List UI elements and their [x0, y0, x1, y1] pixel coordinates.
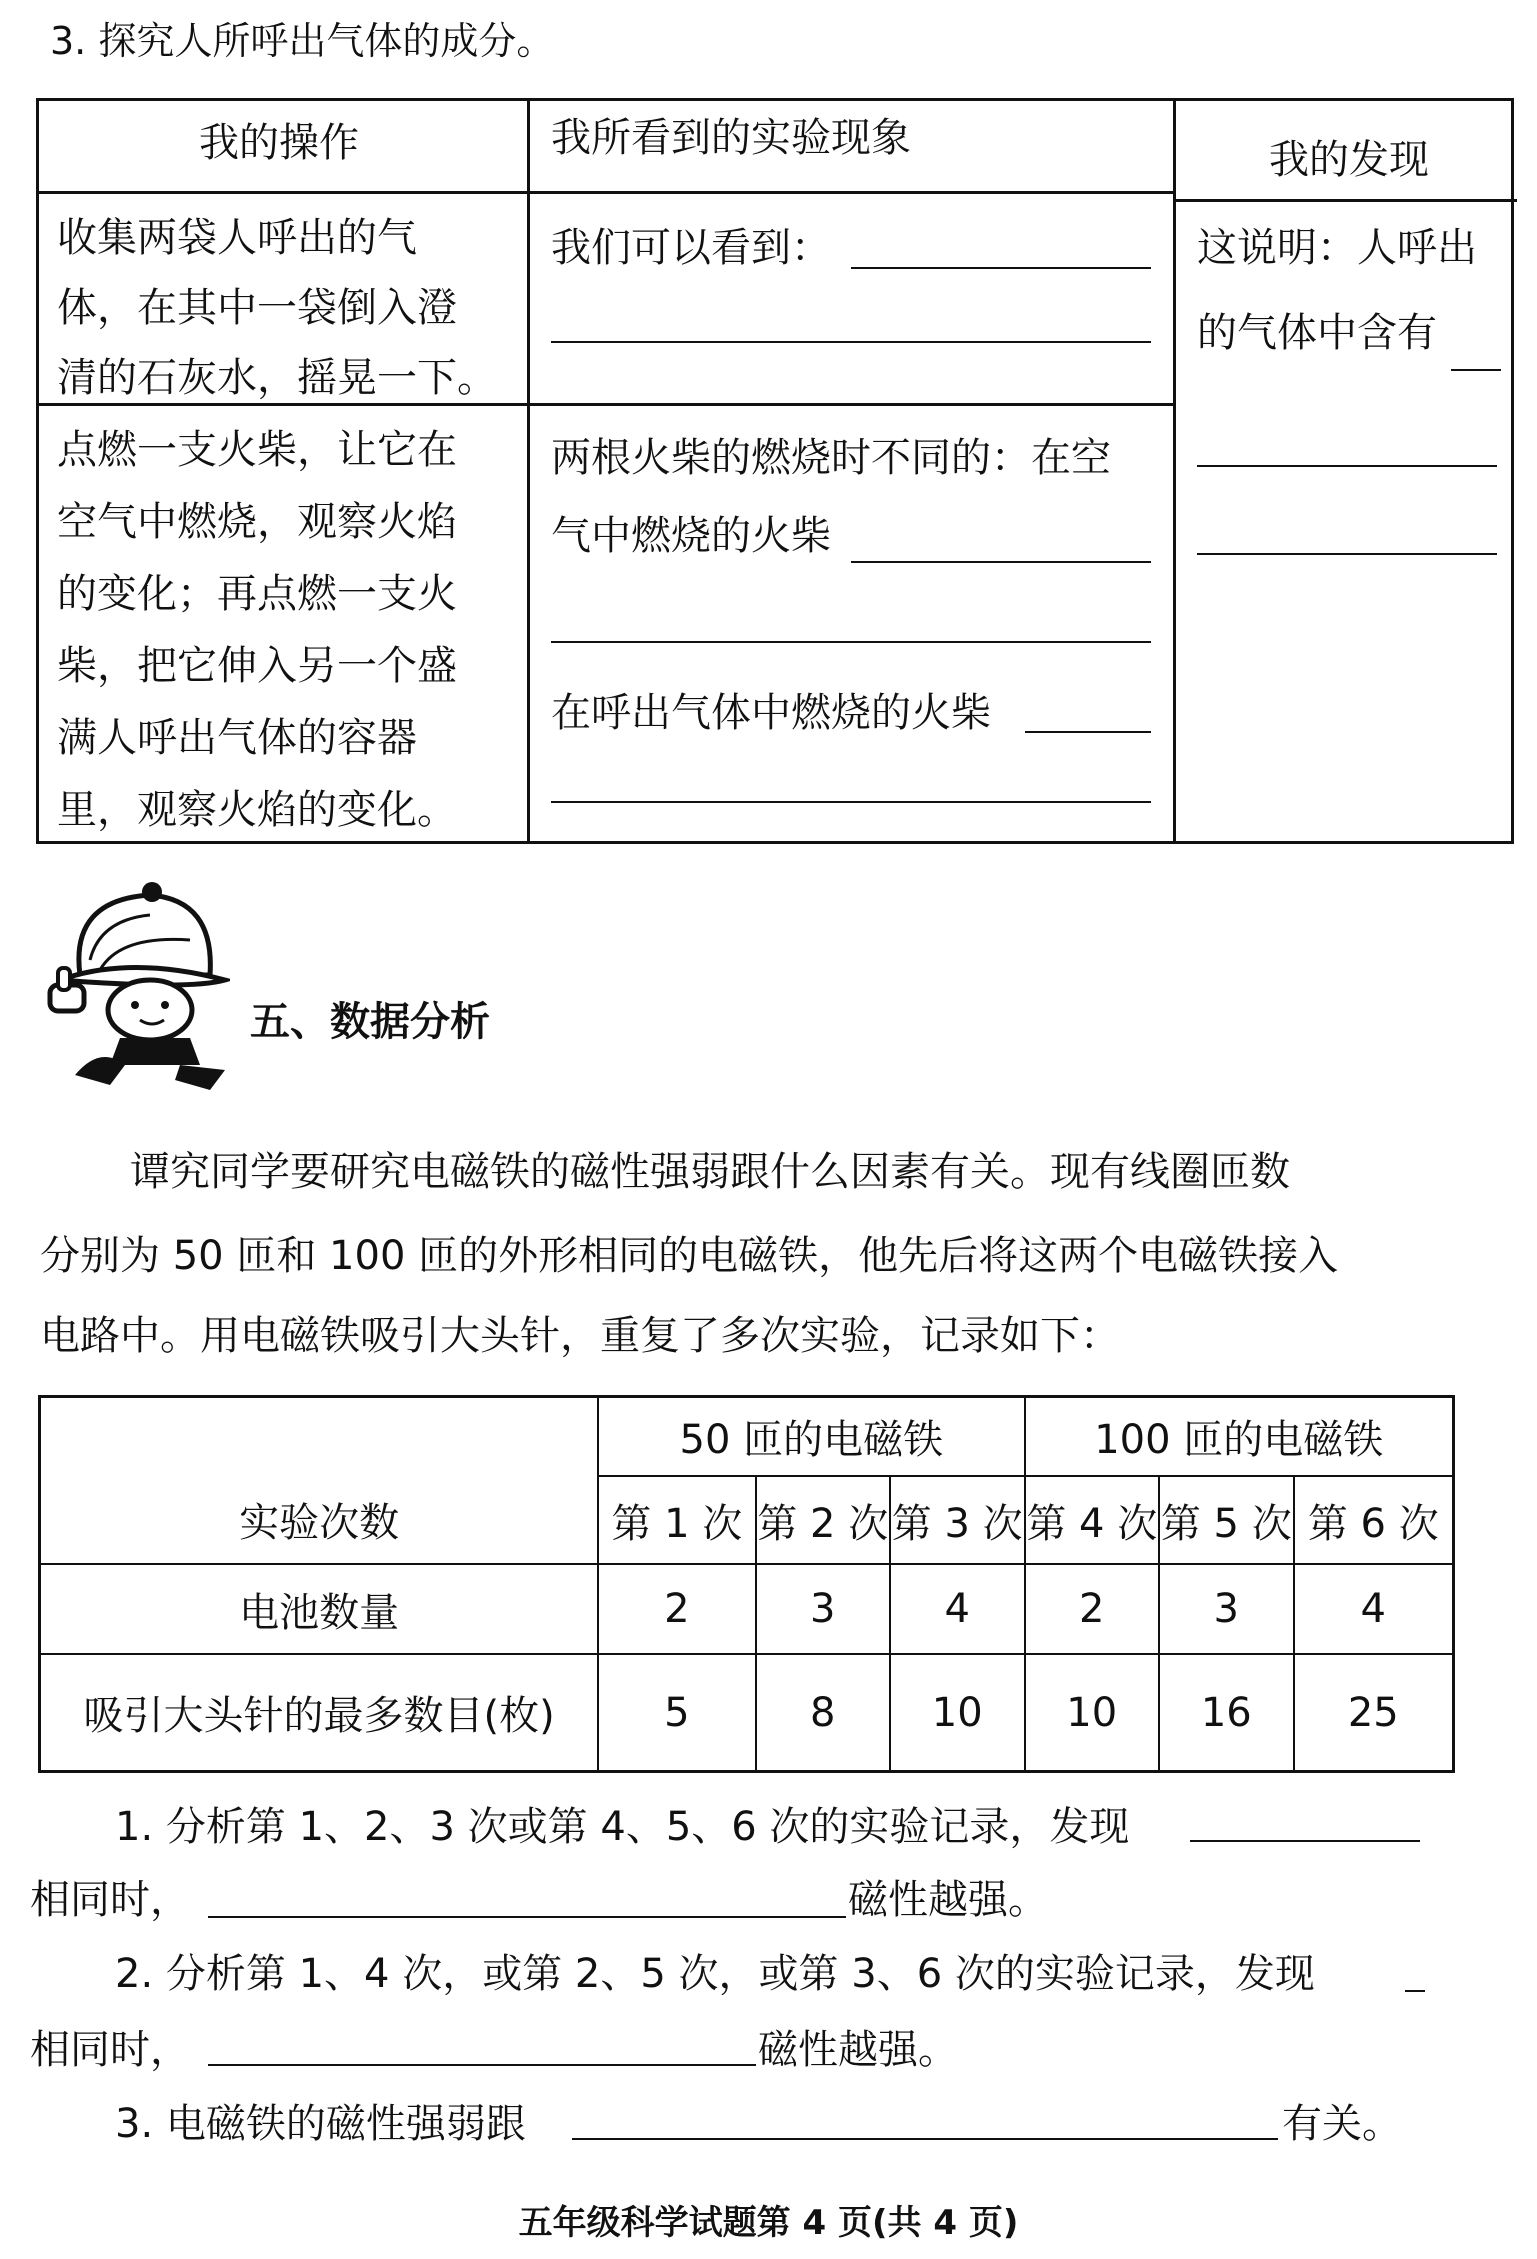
header-finding: 我的发现: [1269, 137, 1429, 183]
header-observation: 我所看到的实验现象: [551, 115, 911, 161]
trial-cell: 第 2 次: [756, 1476, 890, 1564]
q2-ending: 磁性越强。: [758, 2027, 958, 2073]
battery-cell: 4: [890, 1564, 1025, 1654]
answer-blank[interactable]: [1197, 465, 1497, 467]
group-header-50: 50 匝的电磁铁: [598, 1398, 1024, 1476]
battery-cell: 3: [756, 1564, 890, 1654]
answer-blank[interactable]: [551, 641, 1151, 643]
answer-blank[interactable]: [851, 561, 1151, 563]
group-header-100: 100 匝的电磁铁: [1025, 1398, 1453, 1476]
question-3-title: 3. 探究人所呼出气体的成分。: [50, 19, 555, 63]
row2-observation-line: 两根火柴的燃烧时不同的：在空: [551, 435, 1111, 481]
pin-count-cell: 25: [1294, 1654, 1452, 1770]
battery-cell: 4: [1294, 1564, 1452, 1654]
row1-operation-line: 清的石灰水，摇晃一下。: [57, 355, 497, 401]
section-5-title: 五、数据分析: [250, 999, 490, 1045]
finding-line: 这说明：人呼出: [1197, 225, 1477, 271]
electromagnet-data-table: [38, 1395, 1455, 1773]
intro-paragraph-line: 谭究同学要研究电磁铁的磁性强弱跟什么因素有关。现有线圈匝数: [130, 1149, 1290, 1195]
intro-paragraph-line: 电路中。用电磁铁吸引大头针，重复了多次实验，记录如下：: [40, 1313, 1120, 1359]
row2-operation-line: 点燃一支火柴，让它在: [57, 427, 457, 473]
q1-ending: 磁性越强。: [848, 1877, 1048, 1923]
row-label-trials: 实验次数: [41, 1476, 598, 1564]
answer-blank[interactable]: [551, 801, 1151, 803]
q1-text: 1. 分析第 1、2、3 次或第 4、5、6 次的实验记录，发现: [115, 1804, 1130, 1850]
row-label-batteries: 电池数量: [41, 1564, 598, 1654]
header-operation: 我的操作: [199, 120, 359, 166]
mascot-thumbs-up-icon: [40, 880, 230, 1095]
pin-count-cell: 8: [756, 1654, 890, 1770]
row2-observation-line: 气中燃烧的火柴: [551, 513, 831, 559]
answer-blank[interactable]: [1197, 553, 1497, 555]
answer-blank[interactable]: [208, 2064, 756, 2066]
battery-cell: 2: [598, 1564, 755, 1654]
row1-operation-line: 体，在其中一袋倒入澄: [57, 285, 457, 331]
battery-cell: 3: [1159, 1564, 1294, 1654]
q3-text: 3. 电磁铁的磁性强弱跟: [115, 2101, 526, 2147]
q2-continued: 相同时，: [30, 2027, 190, 2073]
row2-operation-line: 空气中燃烧，观察火焰: [57, 499, 457, 545]
table-divider: [1173, 101, 1176, 841]
answer-blank[interactable]: [1405, 1990, 1425, 1992]
answer-blank[interactable]: [1451, 369, 1501, 371]
answer-blank[interactable]: [572, 2138, 1278, 2140]
row1-observation-text: 我们可以看到：: [551, 225, 831, 271]
row2-operation-line: 满人呼出气体的容器: [57, 715, 417, 761]
answer-blank[interactable]: [551, 341, 1151, 343]
trial-cell: 第 1 次: [598, 1476, 755, 1564]
trial-cell: 第 6 次: [1294, 1476, 1452, 1564]
row2-observation-line: 在呼出气体中燃烧的火柴: [551, 690, 991, 736]
row2-operation-line: 的变化；再点燃一支火: [57, 571, 457, 617]
q2-text: 2. 分析第 1、4 次，或第 2、5 次，或第 3、6 次的实验记录，发现: [115, 1951, 1315, 1997]
table-divider: [39, 191, 1173, 194]
pin-count-cell: 5: [598, 1654, 755, 1770]
q1-continued: 相同时，: [30, 1877, 190, 1923]
row2-operation-line: 里，观察火焰的变化。: [57, 787, 457, 833]
table-divider: [1173, 199, 1517, 202]
row1-operation-line: 收集两袋人呼出的气: [57, 215, 417, 261]
trial-cell: 第 3 次: [890, 1476, 1025, 1564]
pin-count-cell: 16: [1159, 1654, 1294, 1770]
answer-blank[interactable]: [851, 267, 1151, 269]
row-label-pins: 吸引大头针的最多数目(枚): [41, 1654, 598, 1770]
table-divider: [527, 101, 530, 841]
page-footer: 五年级科学试题第 4 页(共 4 页): [518, 2203, 1019, 2243]
pin-count-cell: 10: [890, 1654, 1025, 1770]
exhaled-gas-table: [36, 98, 1514, 844]
q3-ending: 有关。: [1282, 2101, 1402, 2147]
trial-cell: 第 5 次: [1159, 1476, 1294, 1564]
table-corner: [41, 1398, 598, 1476]
battery-cell: 2: [1025, 1564, 1160, 1654]
answer-blank[interactable]: [208, 1916, 846, 1918]
intro-paragraph-line: 分别为 50 匝和 100 匝的外形相同的电磁铁，他先后将这两个电磁铁接入: [40, 1233, 1339, 1279]
trial-cell: 第 4 次: [1025, 1476, 1160, 1564]
finding-line: 的气体中含有: [1197, 310, 1437, 356]
pin-count-cell: 10: [1025, 1654, 1160, 1770]
row2-operation-line: 柴，把它伸入另一个盛: [57, 643, 457, 689]
answer-blank[interactable]: [1025, 731, 1151, 733]
answer-blank[interactable]: [1190, 1840, 1420, 1842]
